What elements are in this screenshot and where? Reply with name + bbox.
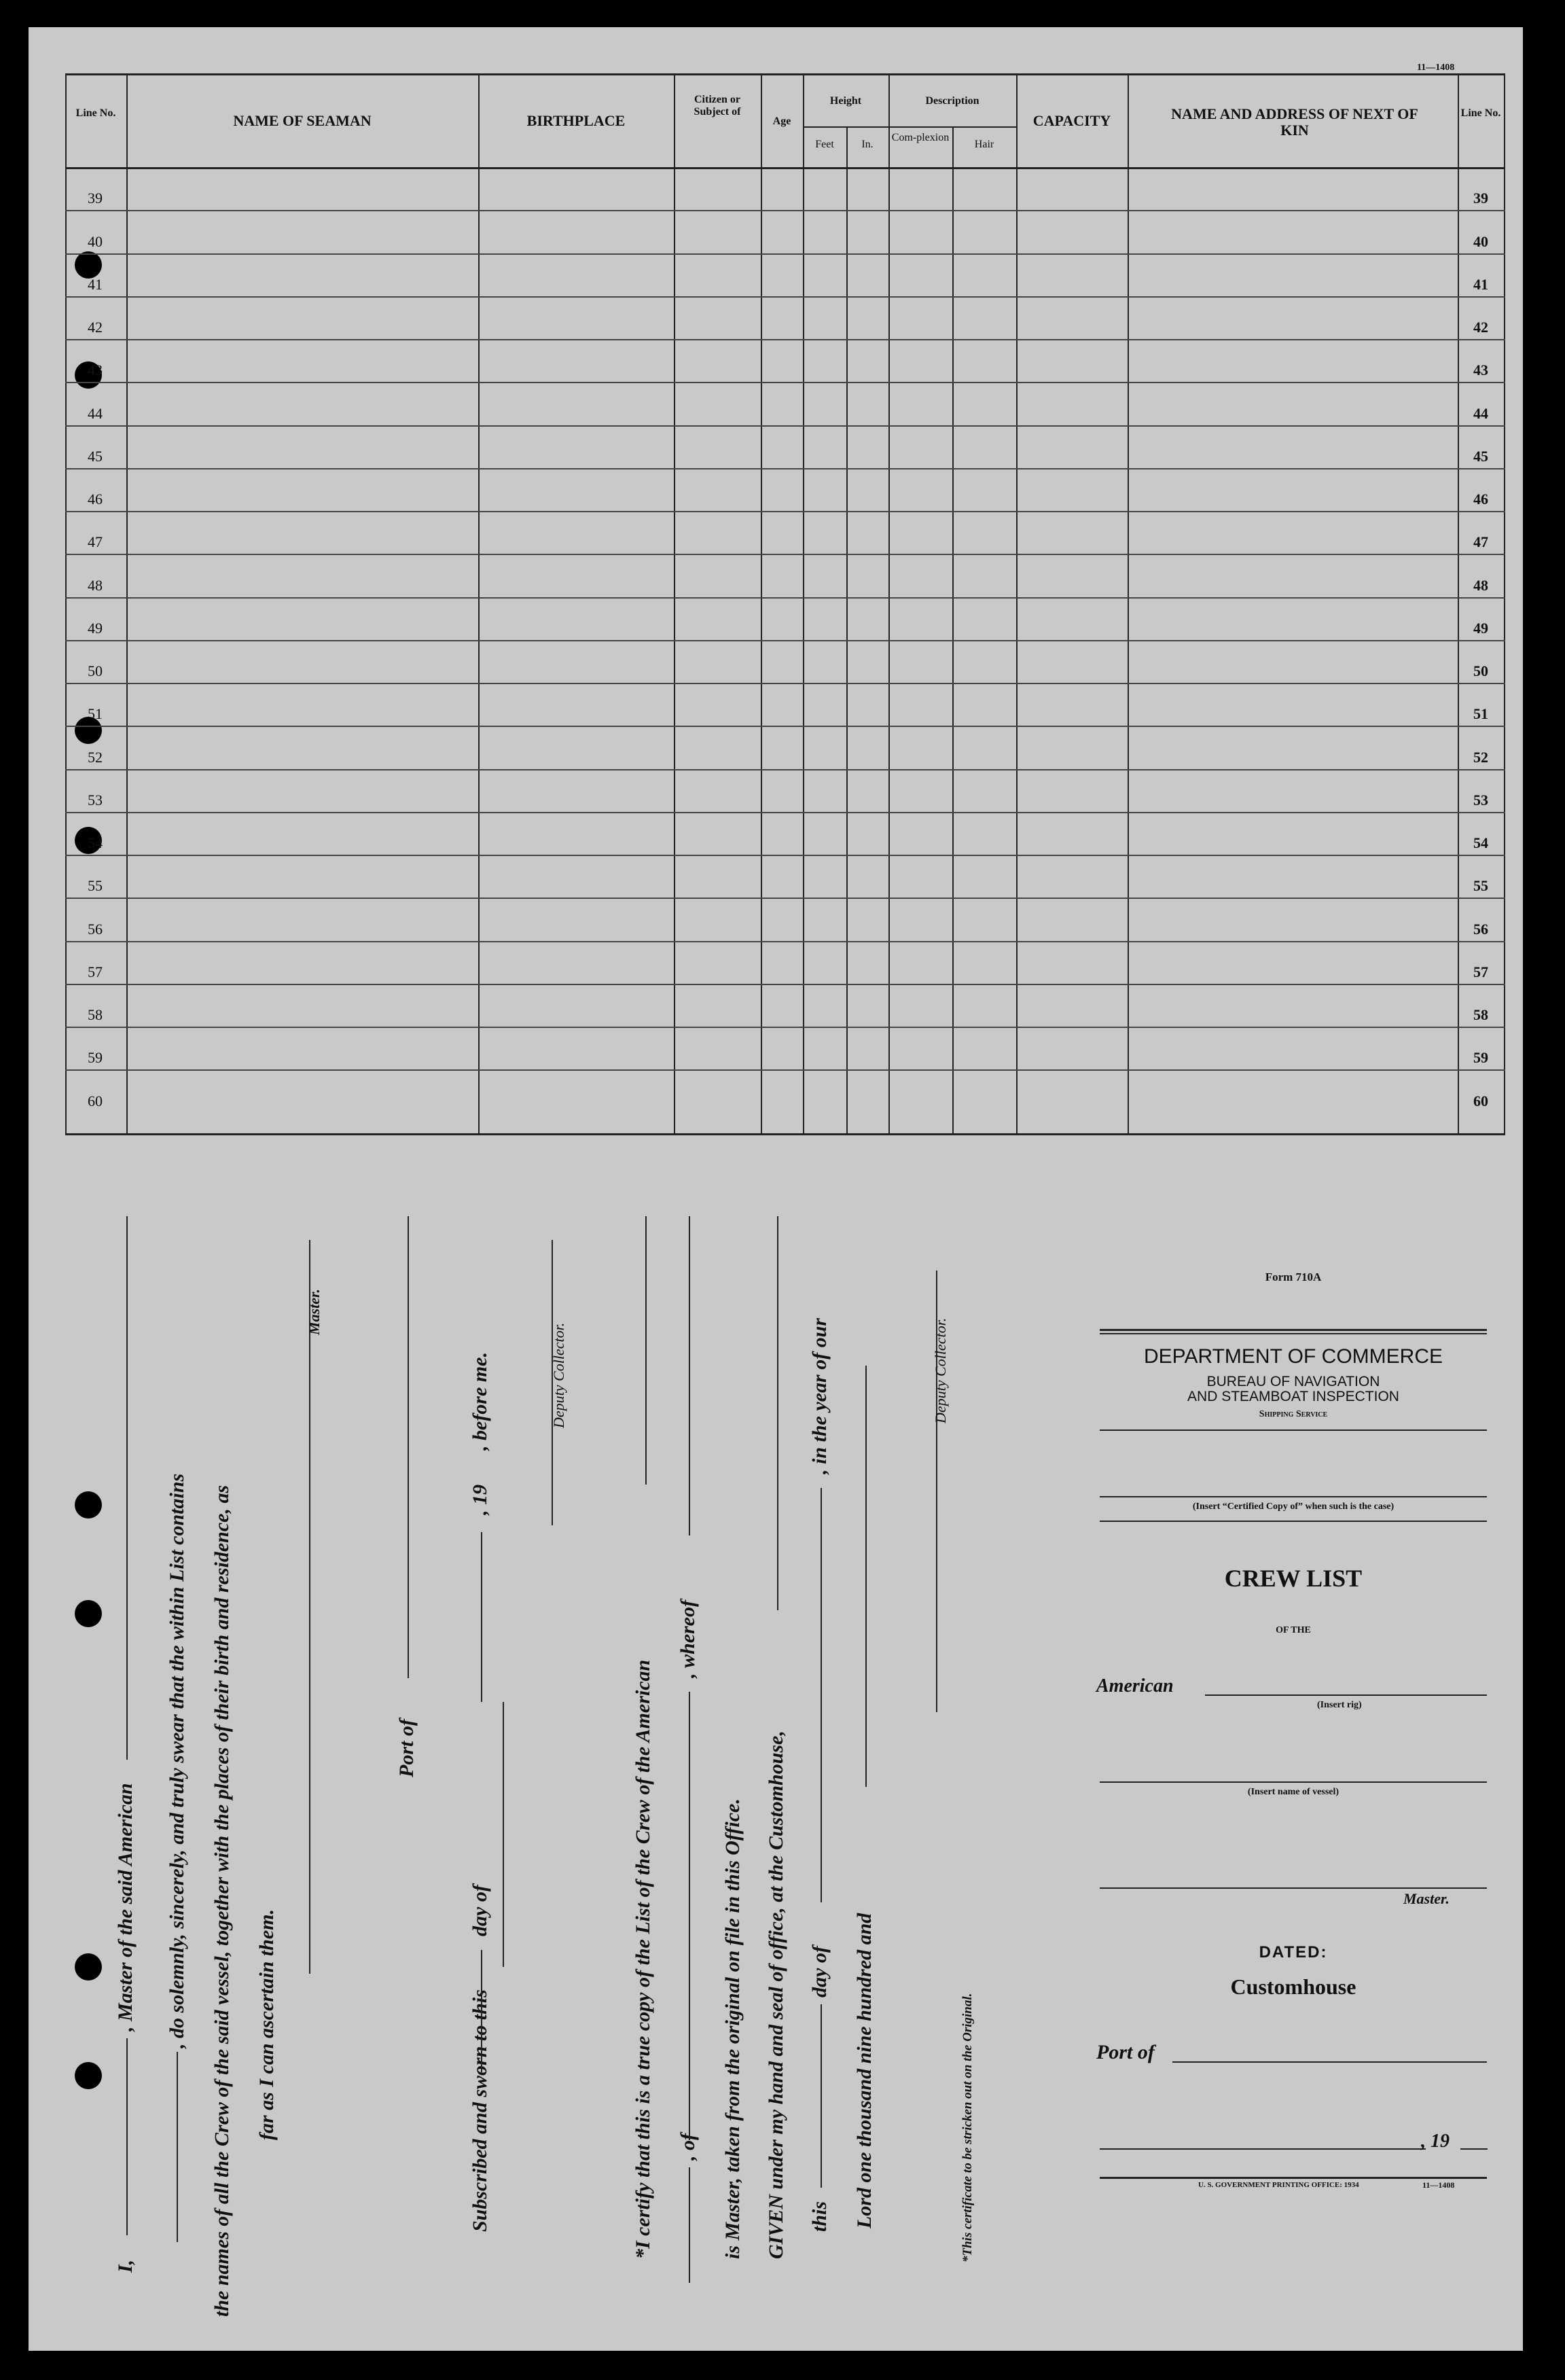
table-row-rule (65, 855, 1505, 856)
oath-nineteen: , 19 (469, 1485, 491, 1515)
punch-hole (75, 1491, 102, 1518)
deputy-collector-1: Deputy Collector. (550, 1322, 567, 1428)
header-line-no-right: Line No. (1460, 107, 1501, 119)
line-number-right: 50 (1473, 662, 1488, 679)
line-number-left: 51 (88, 705, 103, 723)
table-row-rule (65, 1069, 1505, 1071)
table-row-rule (65, 941, 1505, 942)
line-number-left: 58 (88, 1006, 103, 1023)
line-number-right: 58 (1473, 1006, 1488, 1023)
table-row-rule (65, 468, 1505, 469)
form-710a-label: Form 710A (1265, 1271, 1322, 1283)
header-feet: Feet (815, 139, 834, 150)
header-next-of-kin: NAME AND ADDRESS OF NEXT OF KIN (1171, 105, 1418, 139)
line-number-right: 42 (1473, 319, 1488, 336)
crew-list-title: CREW LIST (1224, 1565, 1363, 1592)
oath-subscribed: Subscribed and sworn to this (469, 1989, 491, 2232)
insert-vessel-note: (Insert name of vessel) (1247, 1787, 1339, 1797)
customhouse-label: Customhouse (1230, 1974, 1356, 1999)
table-row-rule (65, 984, 1505, 985)
line-number-right: 47 (1473, 533, 1488, 551)
oath-names-line: the names of all the Crew of the said vessel, together with the places of their birth and residence, as (211, 1485, 233, 2317)
oath-ascertain-line: far as I can ascertain them. (255, 1908, 278, 2140)
header-line-no: Line No. (75, 107, 116, 119)
crew-table (65, 73, 1505, 1133)
header-inches: In. (861, 139, 874, 150)
table-row-rule (65, 597, 1505, 599)
line-number-right: 52 (1473, 748, 1488, 766)
certificate-footnote: *This certificate to be stricken out on the Original. (960, 1993, 975, 2262)
line-number-left: 40 (88, 232, 103, 250)
header-complexion: Com-plexion (891, 132, 950, 143)
year-of-our: , in the year of our (808, 1317, 831, 1474)
table-row-rule (65, 898, 1505, 899)
line-number-right: 48 (1473, 576, 1488, 594)
table-row-rule (65, 296, 1505, 298)
oath-i: I, (114, 2259, 137, 2273)
line-number-left: 49 (88, 619, 103, 637)
table-row-rule (65, 425, 1505, 427)
crew-list-cover-panel (1096, 1271, 1490, 2195)
table-row-rule (65, 1027, 1505, 1028)
line-number-right: 41 (1473, 275, 1488, 293)
header-name-of-seaman: NAME OF SEAMAN (233, 112, 372, 129)
line-number-left: 43 (88, 361, 103, 379)
header-birthplace: BIRTHPLACE (526, 112, 626, 129)
line-number-left: 47 (88, 533, 103, 551)
lord-line: Lord one thousand nine hundred and (853, 1913, 876, 2228)
punch-hole (75, 1600, 102, 1627)
table-row-rule (65, 554, 1505, 555)
line-number-right: 54 (1473, 834, 1488, 851)
american-label: American (1096, 1675, 1174, 1697)
header-description: Description (925, 95, 979, 107)
table-row-rule (65, 726, 1505, 727)
line-number-left: 41 (88, 275, 103, 293)
certify-master-line: is Master, taken from the original on file in this Office. (721, 1798, 744, 2259)
punch-hole (75, 2062, 102, 2089)
line-number-right: 44 (1473, 404, 1488, 422)
line-number-right: 57 (1473, 963, 1488, 980)
table-row-rule (65, 769, 1505, 770)
header-capacity: CAPACITY (1032, 112, 1111, 129)
header-citizen-of: Citizen or Subject of (694, 94, 741, 118)
given-line: GIVEN under my hand and seal of office, at the Customhouse, (765, 1730, 787, 2259)
table-row-rule (65, 640, 1505, 641)
of-the-label: OF THE (1276, 1625, 1311, 1635)
port-of-label: Port of (1096, 2041, 1155, 2063)
line-number-left: 57 (88, 963, 103, 980)
line-number-left: 42 (88, 319, 103, 336)
line-number-left: 55 (88, 877, 103, 895)
oath-block (102, 1216, 975, 2330)
line-number-right: 53 (1473, 791, 1488, 809)
oath-master-label: Master. (306, 1289, 323, 1335)
line-number-right: 46 (1473, 491, 1488, 508)
line-number-right: 45 (1473, 447, 1488, 465)
line-number-right: 51 (1473, 705, 1488, 723)
line-number-left: 46 (88, 491, 103, 508)
line-number-right: 40 (1473, 232, 1488, 250)
line-number-left: 60 (88, 1092, 103, 1109)
line-number-right: 59 (1473, 1049, 1488, 1067)
line-number-left: 44 (88, 404, 103, 422)
table-row-rule (65, 382, 1505, 383)
oath-day-of: day of (469, 1885, 491, 1936)
line-number-right: 55 (1473, 877, 1488, 895)
shipping-service: Shipping Service (1259, 1409, 1328, 1419)
line-number-left: 59 (88, 1049, 103, 1067)
year-19: , 19 (1421, 2131, 1450, 2152)
form-number-top: 11—1408 (1417, 63, 1455, 73)
line-number-left: 45 (88, 447, 103, 465)
line-number-left: 39 (88, 190, 103, 207)
table-row-rule (65, 812, 1505, 813)
certify-whereof: , whereof (677, 1600, 699, 1678)
line-number-right: 49 (1473, 619, 1488, 637)
table-row-rule (65, 683, 1505, 684)
punch-hole (75, 1953, 102, 1981)
oath-before-me: , before me. (469, 1352, 491, 1451)
certify-of: , of (677, 2133, 699, 2161)
department-title: DEPARTMENT OF COMMERCE (1143, 1345, 1443, 1368)
insert-rig-note: (Insert rig) (1317, 1700, 1362, 1710)
bureau-line-1: BUREAU OF NAVIGATION (1206, 1374, 1380, 1389)
table-row-rule (65, 210, 1505, 211)
table-row-rule (65, 253, 1505, 255)
line-number-left: 50 (88, 662, 103, 679)
line-number-left: 56 (88, 920, 103, 938)
line-number-right: 60 (1473, 1092, 1488, 1109)
bureau-line-2: AND STEAMBOAT INSPECTION (1187, 1389, 1399, 1404)
line-number-right: 56 (1473, 920, 1488, 938)
this-day-of: day of (808, 1946, 831, 1997)
line-number-left: 48 (88, 576, 103, 594)
line-number-right: 39 (1473, 190, 1488, 207)
line-number-left: 54 (88, 834, 103, 851)
table-row-rule (65, 339, 1505, 340)
form-code-bottom: 11—1408 (1422, 2180, 1455, 2190)
oath-port-of: Port of (395, 1719, 418, 1777)
master-label: Master. (1403, 1890, 1450, 1907)
dated-label: DATED: (1259, 1943, 1328, 1961)
line-number-right: 43 (1473, 361, 1488, 379)
header-age: Age (772, 116, 791, 127)
deputy-collector-2: Deputy Collector. (932, 1317, 949, 1423)
line-number-left: 53 (88, 791, 103, 809)
oath-swear-line: , do solemnly, sincerely, and truly swear that the within List contains (166, 1473, 188, 2048)
insert-certified-note: (Insert “Certified Copy of” when such is the case) (1192, 1502, 1395, 1512)
table-row-rule (65, 511, 1505, 512)
header-height: Height (829, 95, 862, 107)
printer-credit: U. S. GOVERNMENT PRINTING OFFICE: 1934 (1198, 2181, 1359, 2189)
this-label: this (808, 2201, 831, 2232)
line-number-left: 52 (88, 748, 103, 766)
certify-line: *I certify that this is a true copy of the List of the Crew of the American (632, 1659, 654, 2259)
oath-master-of-american: , Master of the said American (114, 1783, 137, 2031)
header-hair: Hair (974, 139, 994, 150)
